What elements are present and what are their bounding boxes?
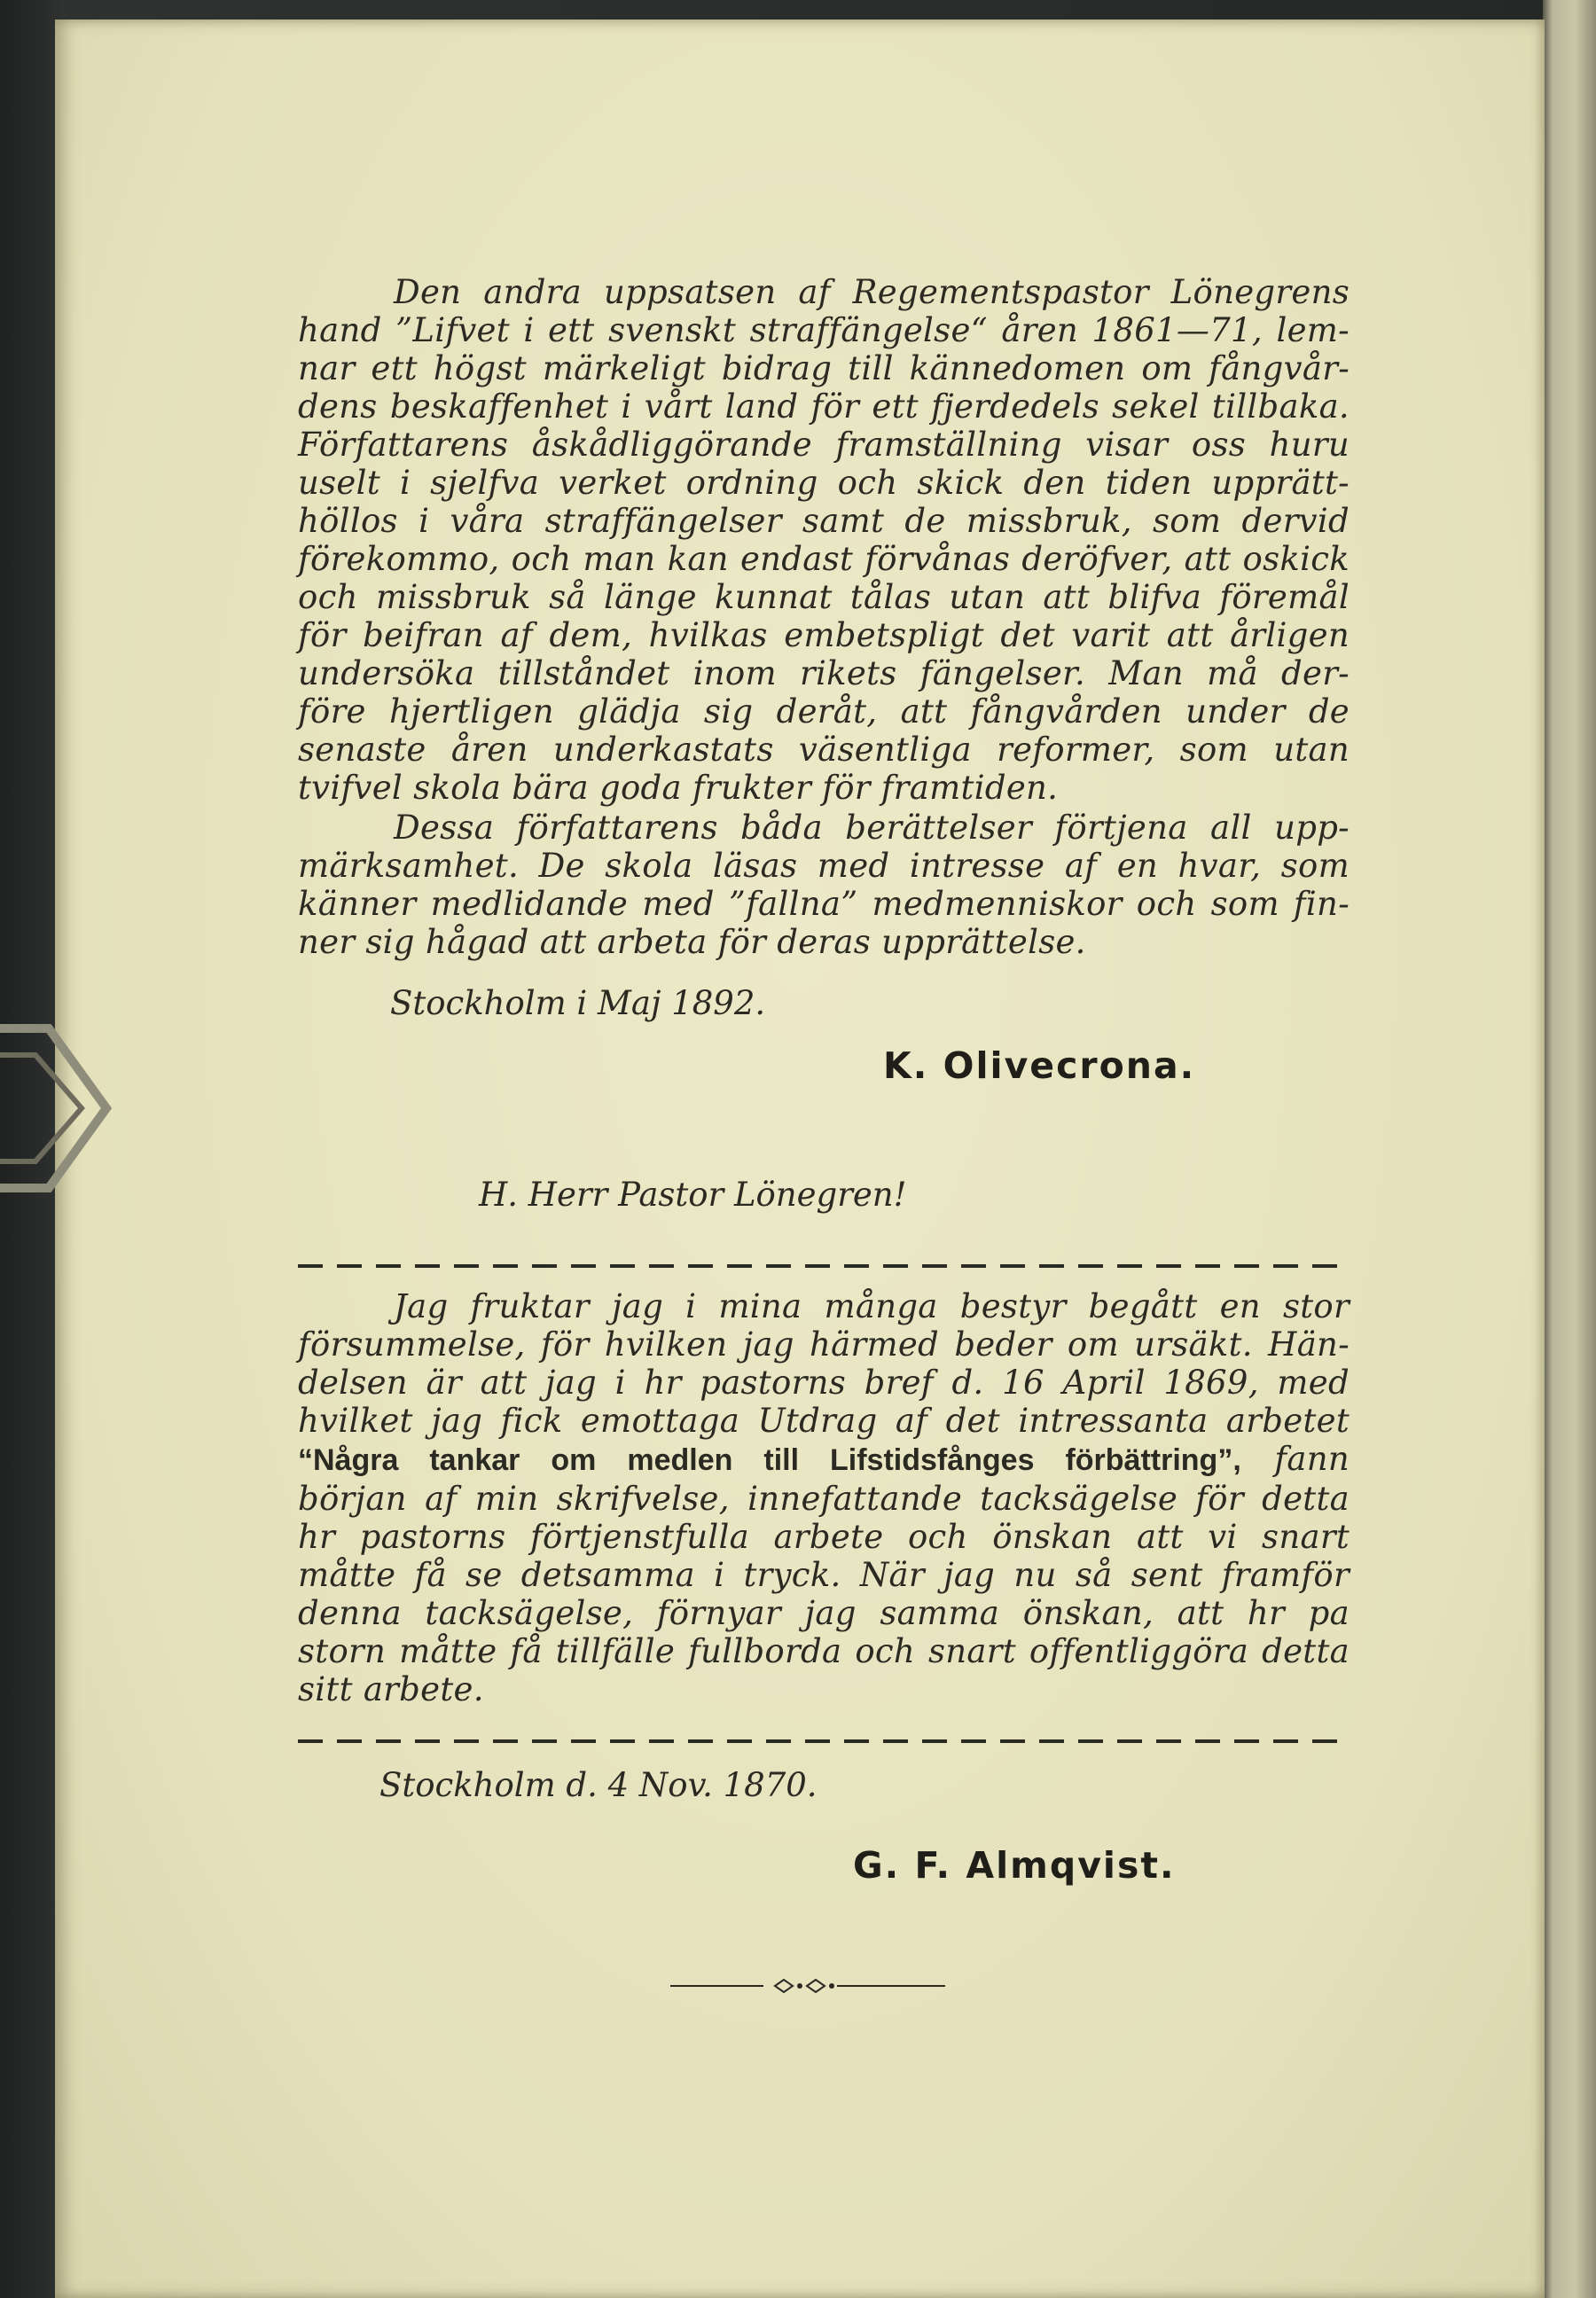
paragraph-3 xyxy=(298,1287,1350,1708)
ornament-divider-icon xyxy=(670,1975,945,1997)
text-line: hand ”Lifvet i ett svenskt straffängelse“ åren 1861—71, lem- xyxy=(298,311,1350,349)
work-title: “Några tankar om medlen till Lifstidsfånges förbättring”, xyxy=(298,1443,1241,1477)
text-line: Jag fruktar jag i mina många bestyr begått en stor xyxy=(394,1287,1350,1325)
place-date-1: Stockholm i Maj 1892. xyxy=(390,984,766,1022)
text-line: höllos i våra straffängelser samt de missbruk, som dervid xyxy=(298,502,1350,540)
text-line: början af min skrifvelse, innefattande tacksägelse för detta xyxy=(298,1480,1350,1518)
text-line: dens beskaffenhet i vårt land för ett fjerdedels sekel tillbaka. xyxy=(298,387,1350,426)
text-line: Den andra uppsatsen af Regementspastor Lönegrens xyxy=(394,273,1350,311)
text-line: måtte få se detsamma i tryck. När jag nu så sent framför xyxy=(298,1556,1350,1594)
adjacent-page-edge xyxy=(1543,0,1596,2298)
text-line: och missbruk så länge kunnat tålas utan att blifva föremål xyxy=(298,578,1350,616)
dashed-divider-bottom xyxy=(298,1739,1350,1743)
text-line: för beifran af dem, hvilkas embetspligt det varit att årligen xyxy=(298,616,1350,654)
paragraph-1 xyxy=(298,273,1350,807)
text-line: märksamhet. De skola läsas med intresse af en hvar, som xyxy=(298,847,1350,885)
text-line: känner medlidande med ”fallna” medmenniskor och som fin- xyxy=(298,885,1350,923)
metal-clip-icon xyxy=(0,1002,115,1215)
paragraph-2 xyxy=(298,809,1350,961)
text-line: hvilket jag fick emottaga Utdrag af det intressanta arbetet xyxy=(298,1402,1350,1440)
signature-1: K. Olivecrona. xyxy=(883,1044,1196,1087)
text-line: sitt arbete. xyxy=(298,1670,484,1708)
text-line: senaste åren underkastats väsentliga reformer, som utan xyxy=(298,731,1350,769)
signature-2: G. F. Almqvist. xyxy=(853,1844,1176,1887)
text-line: delsen är att jag i hr pastorns bref d. 16 April 1869, med xyxy=(298,1364,1350,1402)
text-line: försummelse, för hvilken jag härmed beder om ursäkt. Hän- xyxy=(298,1325,1350,1364)
text-fragment: fann xyxy=(1274,1440,1350,1478)
text-line: nar ett högst märkeligt bidrag till kännedomen om fångvår- xyxy=(298,349,1350,387)
text-line: ner sig hågad att arbeta för deras upprättelse. xyxy=(298,923,1086,961)
text-line: hr pastorns förtjenstfulla arbete och önskan att vi snart xyxy=(298,1518,1350,1556)
text-line: uselt i sjelfva verket ordning och skick den tiden upprätt- xyxy=(298,464,1350,502)
dashed-divider-top xyxy=(298,1264,1350,1268)
text-line: denna tacksägelse, förnyar jag samma önskan, att hr pa xyxy=(298,1594,1350,1632)
text-line: tvifvel skola bära goda frukter för framtiden. xyxy=(298,769,1059,807)
text-line: förekommo, och man kan endast förvånas deröfver, att oskick xyxy=(298,540,1350,578)
text-line: storn måtte få tillfälle fullborda och snart offentliggöra detta xyxy=(298,1632,1350,1670)
text-line xyxy=(298,1440,1350,1480)
text-line: före hjertligen glädja sig deråt, att fångvården under de xyxy=(298,692,1350,731)
salutation: H. Herr Pastor Lönegren! xyxy=(479,1176,907,1214)
place-date-2: Stockholm d. 4 Nov. 1870. xyxy=(379,1766,818,1804)
text-line: Dessa författarens båda berättelser förtjena all upp- xyxy=(394,809,1350,847)
text-line: undersöka tillståndet inom rikets fängelser. Man må der- xyxy=(298,654,1350,692)
text-line: Författarens åskådliggörande framställning visar oss huru xyxy=(298,426,1350,464)
